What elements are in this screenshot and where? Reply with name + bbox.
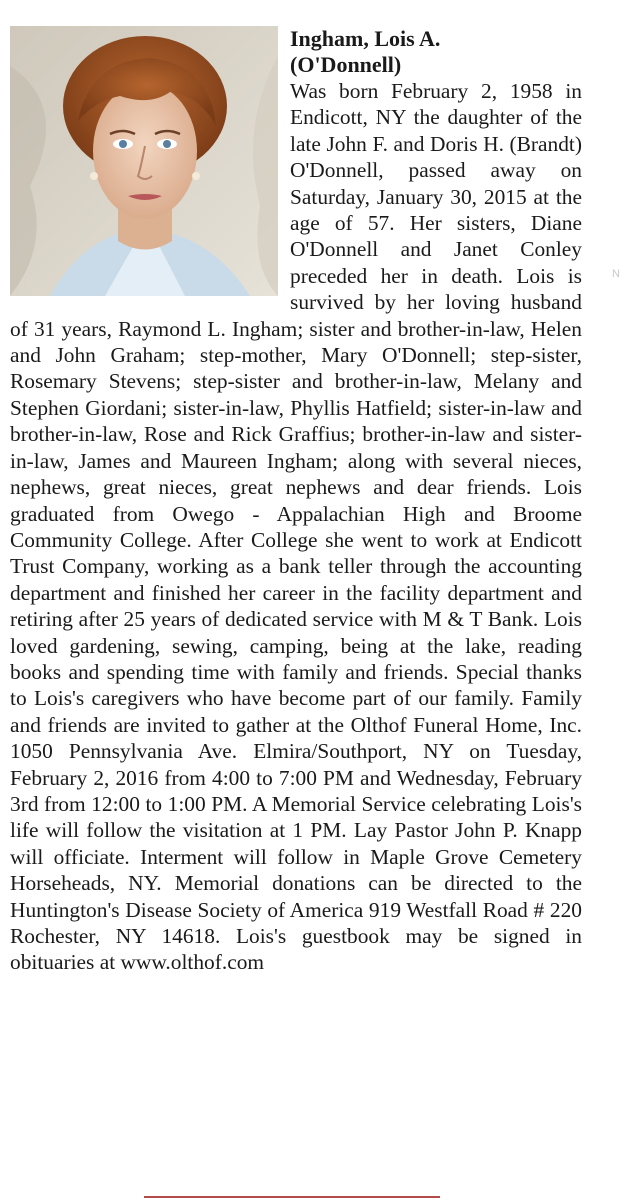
portrait-painting — [10, 26, 278, 296]
obituary-body: Was born February 2, 1958 in Endicott, NY the daughter of the late John F. and Doris H. (Brandt) O'Donnell, passed away on Saturday, January 30, 2015 at the age of 57. Her sisters, Diane O'Donnell and Janet Conley preceded her in death. Lois is survived by her loving husband of 31 years, Raymond L. Ingham; sister and brother-in-law, Helen and John Graham; step-mother, Mary O'Donnell; step-sister, Rosemary Stevens; step-sister and brother-in-law, Melany and Stephen Giordani; sister-in-law, Phyllis Hatfield; sister-in-law and brother-in-law, Rose and Rick Graffius; brother-in-law and sister-in-law, James and Maureen Ingham; along with several nieces, nephews, great nieces, great nephews and dear friends. Lois graduated from Owego - Appalachian High and Broome Community College. After College she went to work at Endicott Trust Company, working as a bank teller through the accounting department and finished her career in the facility department and retiring after 25 years of dedicated service with M & T Bank. Lois loved gardening, sewing, camping, being at the lake, reading books and spending time with family and friends. Special thanks to Lois's caregivers who have become part of our family. Family and friends are invited to gather at the Olthof Funeral Home, Inc. 1050 Pennsylvania Ave. Elmira/Southport, NY on Tuesday, February 2, 2016 from 4:00 to 7:00 PM and Wednesday, February 3rd from 12:00 to 1:00 PM. A Memorial Service celebrating Lois's life will follow the visitation at 1 PM. Lay Pastor John P. Knapp will officiate. Interment will follow in Maple Grove Cemetery Horseheads, NY. Memorial donations can be directed to the Huntington's Disease Society of America 919 Westfall Road # 220 Rochester, NY 14618. Lois's guestbook may be signed in obituaries at www.olthof.com — [10, 79, 582, 975]
bottom-rule — [144, 1196, 440, 1198]
obituary-maiden-name: (O'Donnell) — [290, 52, 402, 77]
portrait-photo — [10, 26, 278, 296]
obituary-name: Ingham, Lois A. — [290, 26, 441, 51]
obituary-article — [10, 26, 582, 976]
margin-mark: N — [612, 268, 620, 280]
